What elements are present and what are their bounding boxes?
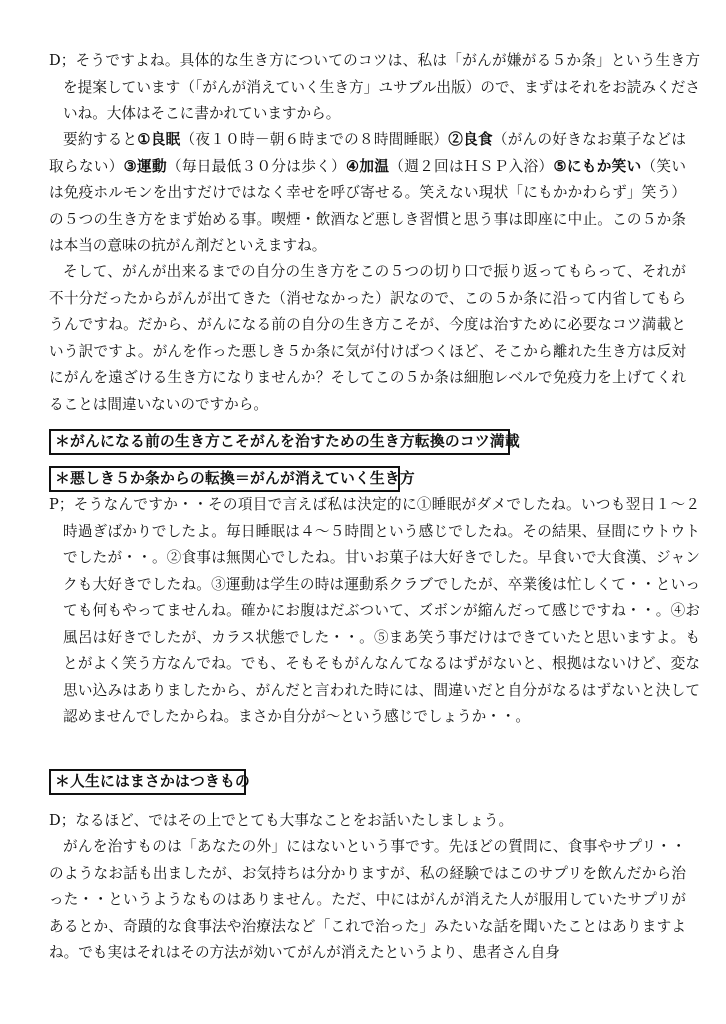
- summary-tail: の５つの生き方をまず始める事。喫煙・飲酒など悪しき習慣と思う事は即座に中止。この５か条は本当の意味の抗がん剤だといえますね。: [49, 210, 686, 254]
- final-paragraph: がんを治すものは「あなたの外」にはないという事です。先ほどの質問に、食事やサプリ・・のようなお話も出ましたが、お気持ちは分かりますが、私の経験ではこのサプリを飲んだから治った・・というようなものはありません。ただ、中にはがんが消えた人が服用していたサプリがあるとか、奇蹟的な食事法や治療法など「これで治った」みたいな話を聞いたことはありますよね。でも実はそれはその方法が効いてがんが消えたというより、患者さん自身: [49, 838, 686, 961]
- dialogue-text: そうなんですか・・その項目で言えば私は決定的に①睡眠がダメでしたね。いつも翌日１～２時過ぎばかりでしたよ。毎日睡眠は４～５時間という感じでしたね。その結果、昼間にウトウトでしたが・・。②食事は無関心でしたね。甘いお菓子は大好きでした。早食いで大食漢、ジャンクも大好きでしたね。③運動は学生の時は運動系クラブでしたが、卒業後は忙しくて・・といっても何もやってませんね。確かにお腹はだぶついて、ズボンが縮んだって感じですね・・。④お風呂は好きでしたが、カラス状態でした・・。⑤まあ笑う事だけはできていたと思いますよ。もとがよく笑う方なんでね。でも、そもそもがんなんてなるはずがないと、根拠はないけど、変な思い込みはありましたから、がんだと言われた時には、間違いだと自分がなるはずないと決して認めませんでしたからね。まさか自分が～という感じでしょうか・・。: [63, 496, 700, 725]
- speaker-label: P；: [49, 496, 74, 513]
- dialogue-patient: [49, 492, 700, 731]
- rule-laughter-note: （笑いは免疫ホルモンを出すだけではなく幸せを呼び寄せる。笑えない現状「にもかかわらず」笑う）: [49, 157, 686, 201]
- dialogue-text: そうですよね。具体的な生き方についてのコツは、私は「がんが嫌がる５か条」という生き方を提案しています（「がんが消えていく生き方」ユサブル出版）ので、まずはそれをお読みくださいね。大体はそこに書かれていますから。: [63, 52, 700, 122]
- summary-intro: 要約すると: [63, 131, 138, 148]
- rule-food-heading: ②良食: [448, 131, 493, 148]
- rule-exercise-note: （毎日最低３０分は歩く）: [166, 157, 346, 175]
- reflection-paragraph: そして、がんが出来るまでの自分の生き方をこの５つの切り口で振り返ってもらって、それが不十分だったからがんが出てきた（消せなかった）訳なので、この５か条に沿って内省してもらうんですね。だから、がんになる前の自分の生き方こそが、今度は治すために必要なコツ満載という訳ですよ。がんを作った悪しき５か条に気が付けばつくほど、そこから離れた生き方は反対にがんを遠ざける生き方になりませんか？そしてこの５か条は細胞レベルで免疫力を上げてくれることは間違いないのですから。: [49, 263, 686, 413]
- dialogue-doctor-2: [49, 808, 700, 835]
- summary-paragraph: [49, 127, 686, 260]
- dialogue-text: なるほど、ではその上でとても大事なことをお話いたしましょう。: [75, 812, 514, 829]
- speaker-label: D；: [49, 52, 76, 69]
- rule-warming-note: （週２回はＨＳＰ入浴）: [389, 157, 554, 175]
- rule-sleep-heading: ①良眠: [137, 131, 181, 148]
- section-heading-unexpected-in-life: ＊人生にはまさかはつきもの: [49, 769, 246, 795]
- speaker-label: D；: [49, 812, 76, 829]
- rule-laughter-heading: ⑤にもか笑い: [553, 157, 642, 175]
- rule-warming-heading: ④加温: [346, 157, 390, 175]
- rule-sleep-note: （夜１０時－朝６時までの８時間睡眠）: [180, 131, 449, 148]
- rule-exercise-heading: ③運動: [123, 157, 167, 175]
- section-heading-lifestyle-change: ＊がんになる前の生き方こそがんを治すための生き方転換のコツ満載: [49, 429, 510, 455]
- dialogue-doctor-1: [49, 48, 700, 128]
- section-heading-five-rules-shift: ＊悪しき５か条からの転換＝がんが消えていく生き方: [49, 466, 400, 492]
- rule-food-note: （がんの好きなお菓子などは取らない）: [49, 131, 686, 175]
